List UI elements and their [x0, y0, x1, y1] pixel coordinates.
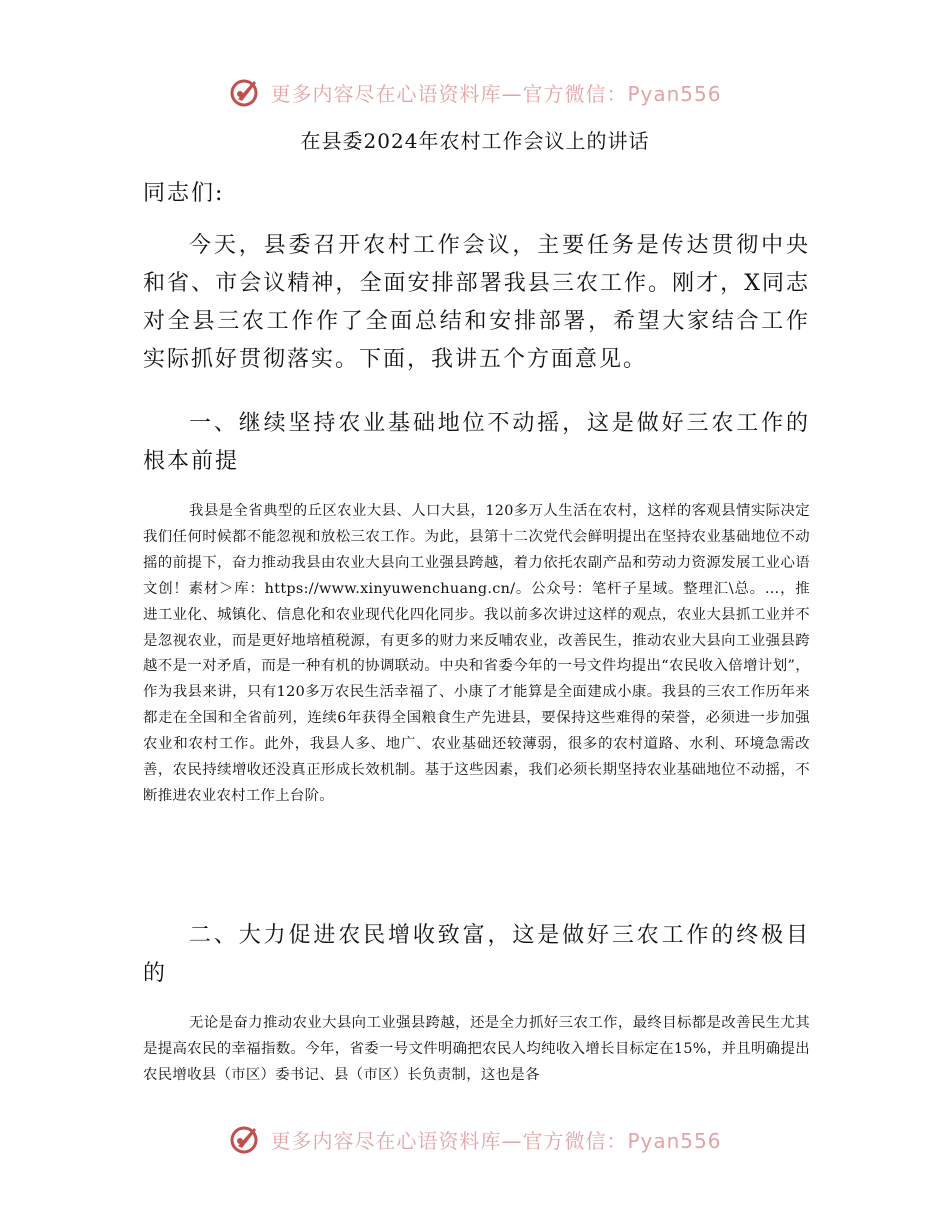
watermark-text: 更多内容尽在心语资料库—官方微信：Pyan556: [270, 1128, 722, 1153]
watermark-banner-top: [0, 72, 950, 112]
body-paragraph-2: 无论是奋力推动农业大县向工业强县跨越，还是全力抓好三农工作，最终目标都是改善民生尤其是提高农民的幸福指数。今年，省委一号文件明确把农民人均纯收入增长目标定在15%，并且明确提出农民增收县（市区）委书记、县（市区）长负责制，这也是各: [143, 1015, 810, 1083]
intro-paragraph: 今天，县委召开农村工作会议，主要任务是传达贯彻中央和省、市会议精神，全面安排部署我县三农工作。刚才，X同志对全县三农工作作了全面总结和安排部署，希望大家结合工作实际抓好贯彻落实。下面，我讲五个方面意见。: [143, 233, 810, 372]
leaf-quill-logo: [228, 75, 262, 109]
leaf-quill-logo: [228, 1122, 262, 1156]
document-title: 在县委2024年农村工作会议上的讲话: [300, 129, 650, 153]
body-paragraph-1: 我县是全省典型的丘区农业大县、人口大县，120多万人生活在农村，这样的客观县情实际决定我们任何时候都不能忽视和放松三农工作。为此，县第十二次党代会鲜明提出在坚持农业基础地位不动摇的前提下，奋力推动我县由农业大县向工业强县跨越，着力依托农副产品和劳动力资源发展工业心语文创！素材＞库：https://www.xinyuwenchuang.cn/。公众号：笔杆子星域。整理汇\总。…，推进工业化、城镇化、信息化和农业现代化四化同步。我以前多次讲过这样的观点，农业大县抓工业并不是忽视农业，而是更好地培植税源，有更多的财力来反哺农业，改善民生，推动农业大县向工业强县跨越不是一对矛盾，而是一种有机的协调联动。中央和省委今年的一号文件均提出“农民收入倍增计划”，作为我县来讲，只有120多万农民生活幸福了、小康了才能算是全面建成小康。我县的三农工作历年来都走在全国和全省前列，连续6年获得全国粮食生产先进县，要保持这些难得的荣誉，必须进一步加强农业和农村工作。此外，我县人多、地广、农业基础还较薄弱，很多的农村道路、水利、环境急需改善，农民持续增收还没真正形成长效机制。基于这些因素，我们必须长期坚持农业基础地位不动摇，不断推进农业农村工作上台阶。: [143, 503, 810, 804]
section-heading-1: 一、继续坚持农业基础地位不动摇，这是做好三农工作的根本前提: [143, 411, 810, 474]
section-heading-2: 二、大力促进农民增收致富，这是做好三农工作的终极目的: [143, 923, 810, 986]
salutation: 同志们:: [143, 181, 225, 206]
watermark-text: 更多内容尽在心语资料库—官方微信：Pyan556: [270, 81, 722, 106]
watermark-banner-bottom: [0, 1119, 950, 1159]
